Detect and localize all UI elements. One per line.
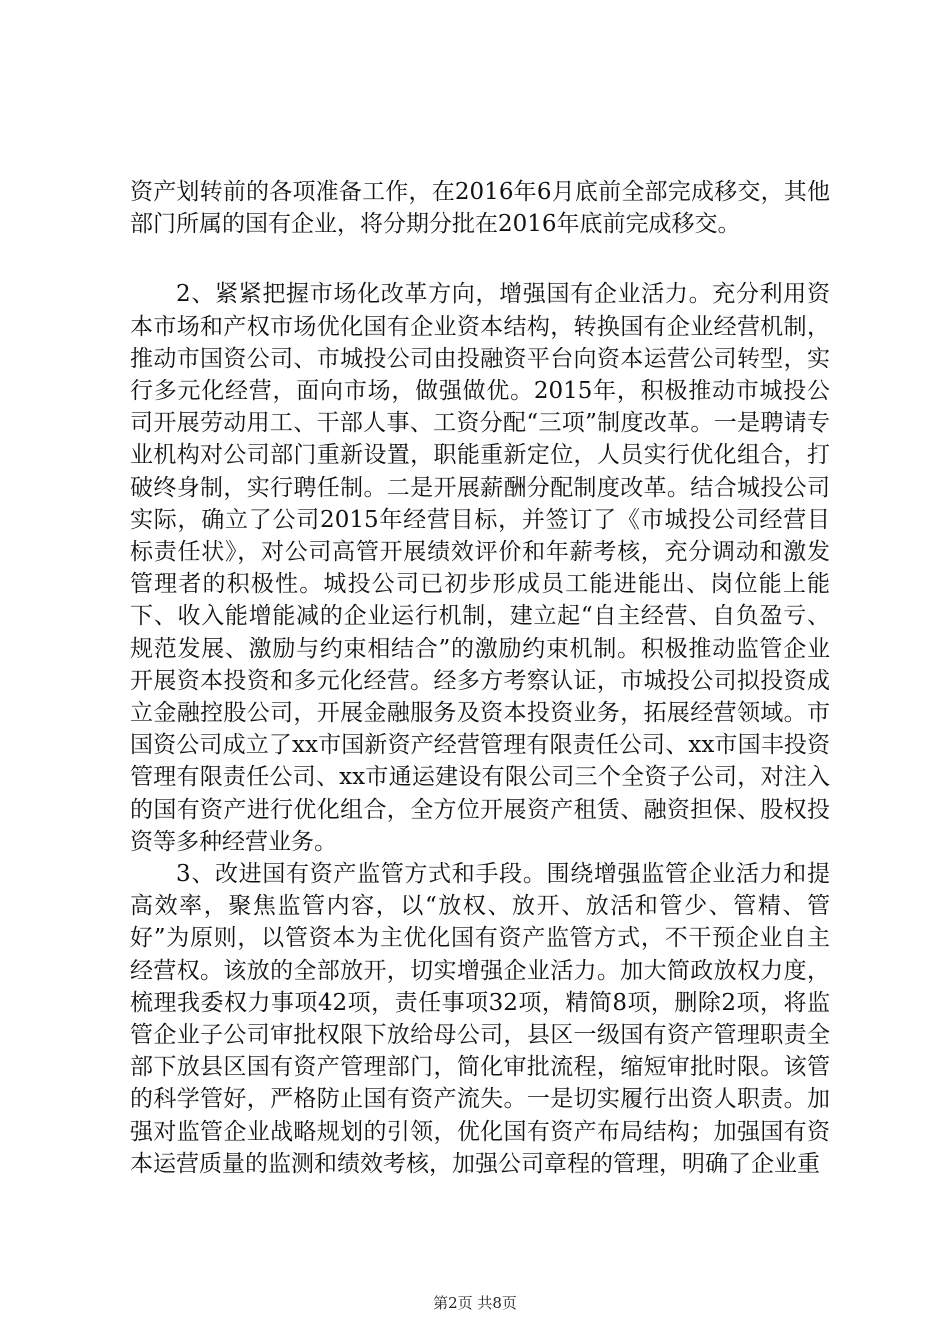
paragraph-1: 资产划转前的各项准备工作，在2016年6月底前全部完成移交，其他部门所属的国有企业，将分期分批在2016年底前完成移交。 [130,179,830,238]
page-footer [0,1293,950,1313]
document-body [130,176,830,1180]
paragraph-2: 2、紧紧把握市场化改革方向，增强国有企业活力。充分利用资本市场和产权市场优化国有企业资本结构，转换国有企业经营机制，推动市国资公司、市城投公司由投融资平台向资本运营公司转型，实行多元化经营，面向市场，做强做优。2015年，积极推动市城投公司开展劳动用工、干部人事、工资分配“三项”制度改革。一是聘请专业机构对公司部门重新设置，职能重新定位，人员实行优化组合，打破终身制，实行聘任制。二是开展薪酬分配制度改革。结合城投公司实际，确立了公司2015年经营目标，并签订了《市城投公司经营目标责任状》，对公司高管开展绩效评价和年薪考核，充分调动和激发管理者的积极性。城投公司已初步形成员工能进能出、岗位能上能下、收入能增能减的企业运行机制，建立起“自主经营、自负盈亏、规范发展、激励与约束相结合”的激励约束机制。积极推动监管企业开展资本投资和多元化经营。经多方考察认证，市城投公司拟投资成立金融控股公司，开展金融服务及资本投资业务，拓展经营领域。市国资公司成立了xx市国新资产经营管理有限责任公司、xx市国丰投资管理有限责任公司、xx市通运建设有限公司三个全资子公司，对注入的国有资产进行优化组合，全方位开展资产租赁、融资担保、股权投资等多种经营业务。 [130,281,830,855]
page-number-label: 第2页 共8页 [433,1294,517,1312]
paragraph-gap [130,240,830,278]
paragraph-3: 3、改进国有资产监管方式和手段。围绕增强监管企业活力和提高效率，聚焦监管内容，以“放权、放开、放活和管少、管精、管好”为原则，以管资本为主优化国有资产监管方式，不干预企业自主经营权。该放的全部放开，切实增强企业活力。加大简政放权力度，梳理我委权力事项42项，责任事项32项，精简8项，删除2项，将监管企业子公司审批权限下放给母公司，县区一级国有资产管理职责全部下放县区国有资产管理部门，简化审批流程，缩短审批时限。该管的科学管好，严格防止国有资产流失。一是切实履行出资人职责。加强对监管企业战略规划的引领，优化国有资产布局结构；加强国有资本运营质量的监测和绩效考核，加强公司章程的管理，明确了企业重 [130,861,830,1177]
